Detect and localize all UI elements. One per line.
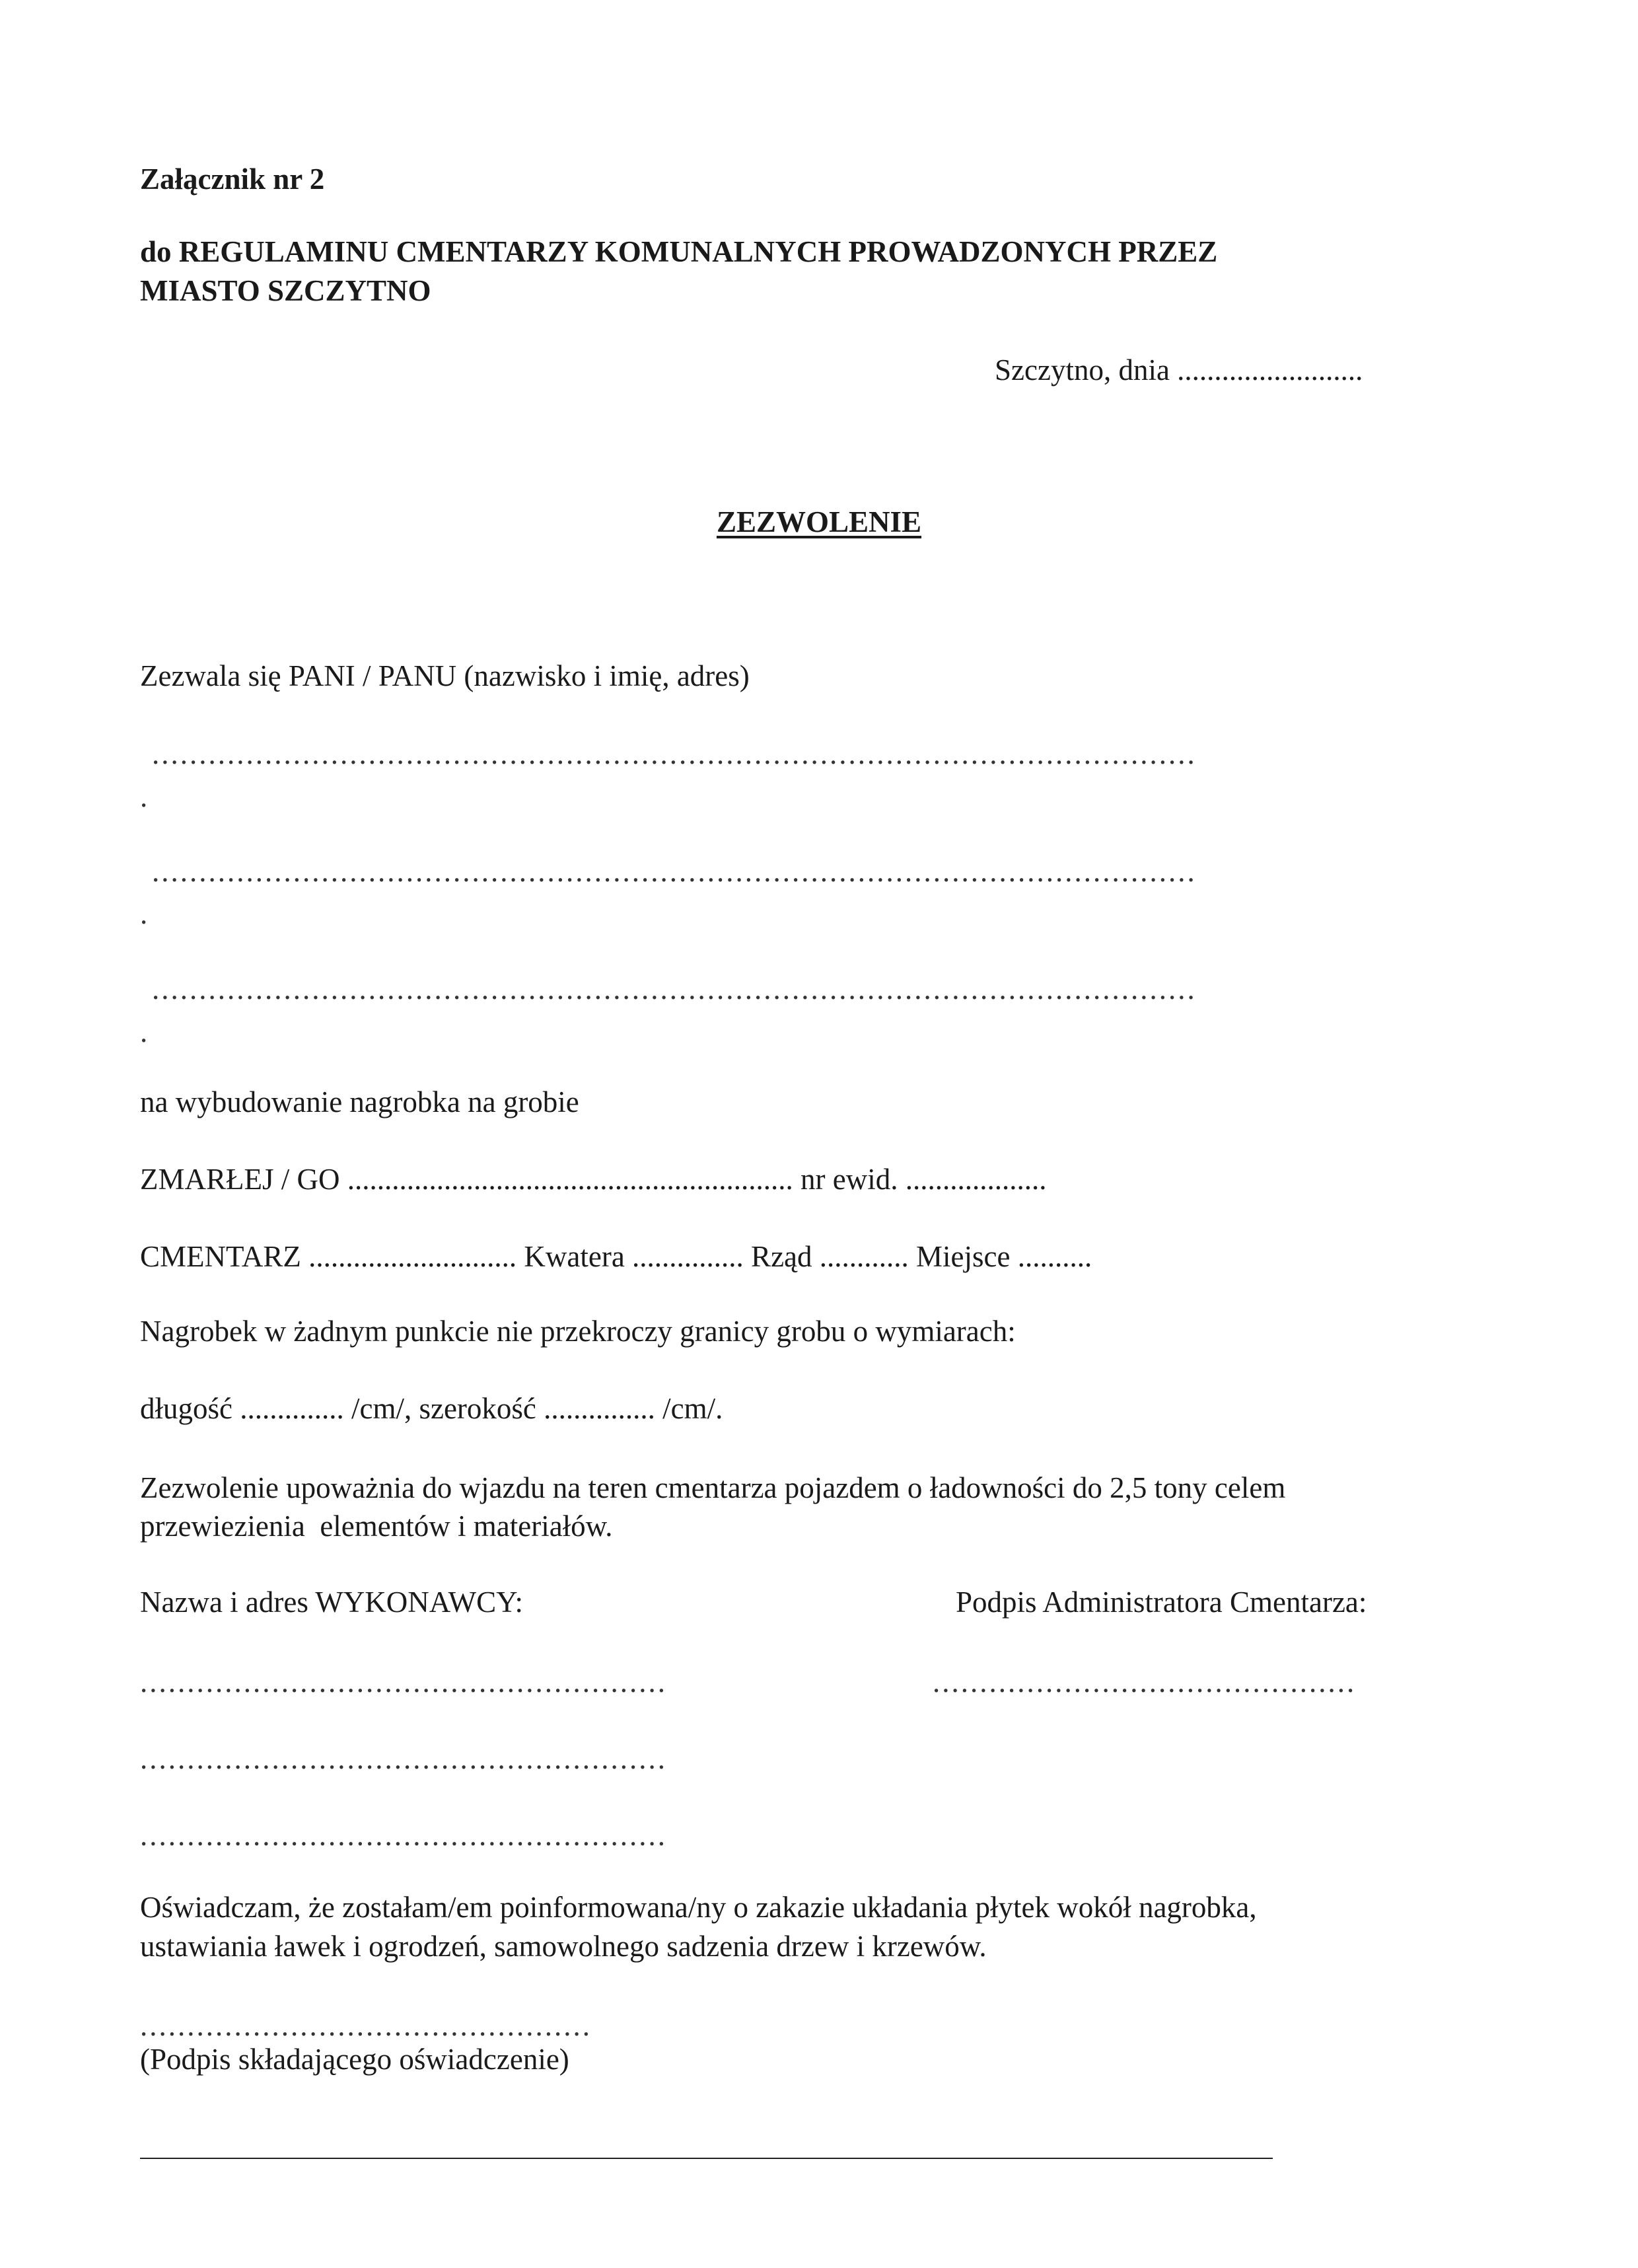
declaration-line2: ustawiania ławek i ogrodzeń, samowolnego sadzenia drzew i krzewów. [140, 1930, 987, 1963]
stray-dot: . [140, 897, 148, 930]
place-and-date: Szczytno, dnia ......................... [995, 353, 1363, 386]
bottom-rule [140, 2158, 1273, 2159]
declaration-line1: Oświadczam, że zostałam/em poinformowana/ny o zakazie układania płytek wokół nagrobka, [140, 1891, 1257, 1924]
declarant-signature-blank[interactable]: ................................................ [140, 2009, 592, 2042]
grantee-blank-line-1[interactable]: ............................................................................................................... [152, 737, 1197, 770]
stray-dot: . [140, 780, 148, 813]
deceased-line: ZMARŁEJ / GO ............................................................ nr ewid. ................... [140, 1163, 1047, 1196]
document-title: ZEZWOLENIE [716, 505, 922, 538]
dimensions-intro: Nagrobek w żadnym punkcie nie przekroczy granicy grobu o wymiarach: [140, 1315, 1016, 1348]
contractor-blank-2[interactable]: ........................................................ [140, 1742, 667, 1775]
regulation-title-line1: do REGULAMINU CMENTARZY KOMUNALNYCH PROWADZONYCH PRZEZ [140, 235, 1218, 268]
purpose-text: na wybudowanie nagrobka na grobie [140, 1085, 579, 1118]
administrator-signature-blank[interactable]: ............................................. [933, 1665, 1357, 1699]
contractor-blank-1[interactable]: ........................................................ [140, 1665, 667, 1699]
grantee-blank-line-3[interactable]: ............................................................................................................... [152, 972, 1197, 1006]
attachment-number: Załącznik nr 2 [140, 163, 325, 196]
administrator-signature-label: Podpis Administratora Cmentarza: [956, 1586, 1367, 1619]
stray-dot: . [140, 1015, 148, 1048]
contractor-label: Nazwa i adres WYKONAWCY: [140, 1586, 524, 1619]
contractor-blank-3[interactable]: ........................................................ [140, 1819, 667, 1852]
grantee-label: Zezwala się PANI / PANU (nazwisko i imię, adres) [140, 659, 750, 692]
dimensions-line: długość .............. /cm/, szerokość ............... /cm/. [140, 1392, 723, 1425]
regulation-title-line2: MIASTO SZCZYTNO [140, 274, 431, 307]
vehicle-permission-line1: Zezwolenie upoważnia do wjazdu na teren cmentarza pojazdem o ładowności do 2,5 tony celem [140, 1471, 1286, 1504]
cemetery-line: CMENTARZ ............................ Kwatera ............... Rząd ............ Miejsce .......... [140, 1240, 1092, 1273]
grantee-blank-line-2[interactable]: ............................................................................................................... [152, 855, 1197, 888]
vehicle-permission-line2: przewiezienia elementów i materiałów. [140, 1510, 613, 1543]
declarant-signature-label: (Podpis składającego oświadczenie) [140, 2043, 569, 2076]
